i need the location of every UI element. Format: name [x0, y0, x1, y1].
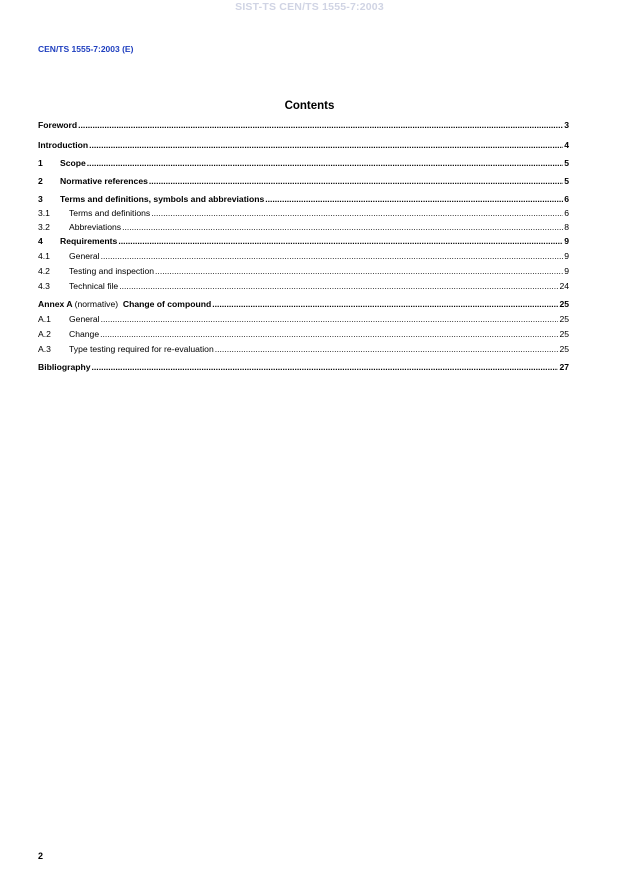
toc-entry-page: 9	[564, 266, 569, 276]
toc-entry-label: Terms and definitions, symbols and abbreviations	[60, 194, 265, 204]
toc-entry-label	[38, 299, 211, 309]
toc-entry-page: 25	[559, 344, 569, 354]
toc-leader-dots	[122, 222, 563, 232]
toc-entry-label: Foreword	[38, 120, 78, 130]
toc-entry-abbreviations[interactable]	[38, 222, 569, 232]
toc-entry-annex-general[interactable]	[38, 314, 569, 324]
toc-entry-page: 8	[564, 222, 569, 232]
toc-entry-label: Bibliography	[38, 362, 91, 372]
toc-title: Contents	[284, 100, 335, 112]
toc-leader-dots	[78, 120, 563, 130]
toc-leader-dots	[149, 176, 563, 186]
toc-entry-label: Abbreviations	[69, 222, 122, 232]
toc-entry-label: Technical file	[69, 281, 119, 291]
toc-leader-dots	[119, 281, 558, 291]
toc-entry-normative-references[interactable]	[38, 176, 569, 186]
toc-entry-number: A.2	[38, 329, 51, 339]
toc-entry-number: 4.3	[38, 281, 50, 291]
table-of-contents	[38, 120, 569, 372]
toc-entry-page: 5	[564, 176, 569, 186]
toc-entry-label: Normative references	[60, 176, 148, 186]
toc-entry-annex-change[interactable]	[38, 329, 569, 339]
toc-entry-label: Type testing required for re-evaluation	[69, 344, 214, 354]
toc-entry-introduction[interactable]	[38, 140, 569, 150]
page-number: 2	[38, 851, 44, 861]
toc-leader-dots	[100, 329, 558, 339]
toc-entry-annex-type-testing[interactable]	[38, 344, 569, 354]
toc-entry-number: 1	[38, 158, 43, 168]
toc-entry-page: 25	[559, 329, 569, 339]
toc-entry-label: Requirements	[60, 236, 118, 246]
toc-entry-requirements[interactable]	[38, 236, 569, 246]
toc-entry-number: A.1	[38, 314, 51, 324]
toc-leader-dots	[92, 362, 559, 372]
toc-entry-page: 9	[564, 236, 569, 246]
toc-leader-dots	[212, 299, 558, 309]
toc-entry-terms-and-definitions[interactable]	[38, 208, 569, 218]
toc-leader-dots	[101, 251, 564, 261]
watermark: SIST-TS CEN/TS 1555-7:2003	[235, 1, 384, 13]
toc-entry-page: 6	[564, 208, 569, 218]
annex-normative-tag: (normative)	[74, 299, 119, 309]
toc-leader-dots	[265, 194, 563, 204]
toc-entry-foreword[interactable]	[38, 120, 569, 130]
toc-entry-number: 4	[38, 236, 43, 246]
annex-title: Change of compound	[122, 299, 212, 309]
toc-entry-annex-a[interactable]	[38, 299, 569, 309]
annex-label: Annex A	[38, 299, 73, 309]
toc-leader-dots	[155, 266, 563, 276]
toc-leader-dots	[101, 314, 559, 324]
toc-entry-label: General	[69, 314, 100, 324]
toc-entry-page: 25	[559, 299, 569, 309]
toc-leader-dots	[215, 344, 559, 354]
toc-entry-page: 25	[559, 314, 569, 324]
toc-entry-label: Change	[69, 329, 100, 339]
toc-entry-technical-file[interactable]	[38, 281, 569, 291]
toc-leader-dots	[89, 140, 563, 150]
toc-entry-number: 2	[38, 176, 43, 186]
toc-entry-label: Terms and definitions	[69, 208, 151, 218]
toc-entry-page: 27	[559, 362, 569, 372]
toc-leader-dots	[118, 236, 563, 246]
toc-entry-number: 3.2	[38, 222, 50, 232]
toc-entry-number: A.3	[38, 344, 51, 354]
toc-entry-general[interactable]	[38, 251, 569, 261]
toc-leader-dots	[87, 158, 563, 168]
toc-entry-terms-definitions-symbols[interactable]	[38, 194, 569, 204]
toc-entry-label: General	[69, 251, 100, 261]
toc-leader-dots	[151, 208, 563, 218]
toc-entry-bibliography[interactable]	[38, 362, 569, 372]
toc-entry-scope[interactable]	[38, 158, 569, 168]
toc-entry-testing-and-inspection[interactable]	[38, 266, 569, 276]
toc-entry-label: Scope	[60, 158, 86, 168]
toc-entry-page: 6	[564, 194, 569, 204]
toc-entry-page: 9	[564, 251, 569, 261]
toc-entry-label: Testing and inspection	[69, 266, 155, 276]
toc-entry-page: 3	[564, 120, 569, 130]
toc-entry-page: 4	[564, 140, 569, 150]
toc-entry-number: 4.2	[38, 266, 50, 276]
toc-entry-number: 4.1	[38, 251, 50, 261]
document-id-header: CEN/TS 1555-7:2003 (E)	[38, 44, 134, 54]
toc-entry-label: Introduction	[38, 140, 89, 150]
toc-entry-page: 5	[564, 158, 569, 168]
toc-entry-number: 3	[38, 194, 43, 204]
toc-entry-number: 3.1	[38, 208, 50, 218]
toc-entry-page: 24	[559, 281, 569, 291]
